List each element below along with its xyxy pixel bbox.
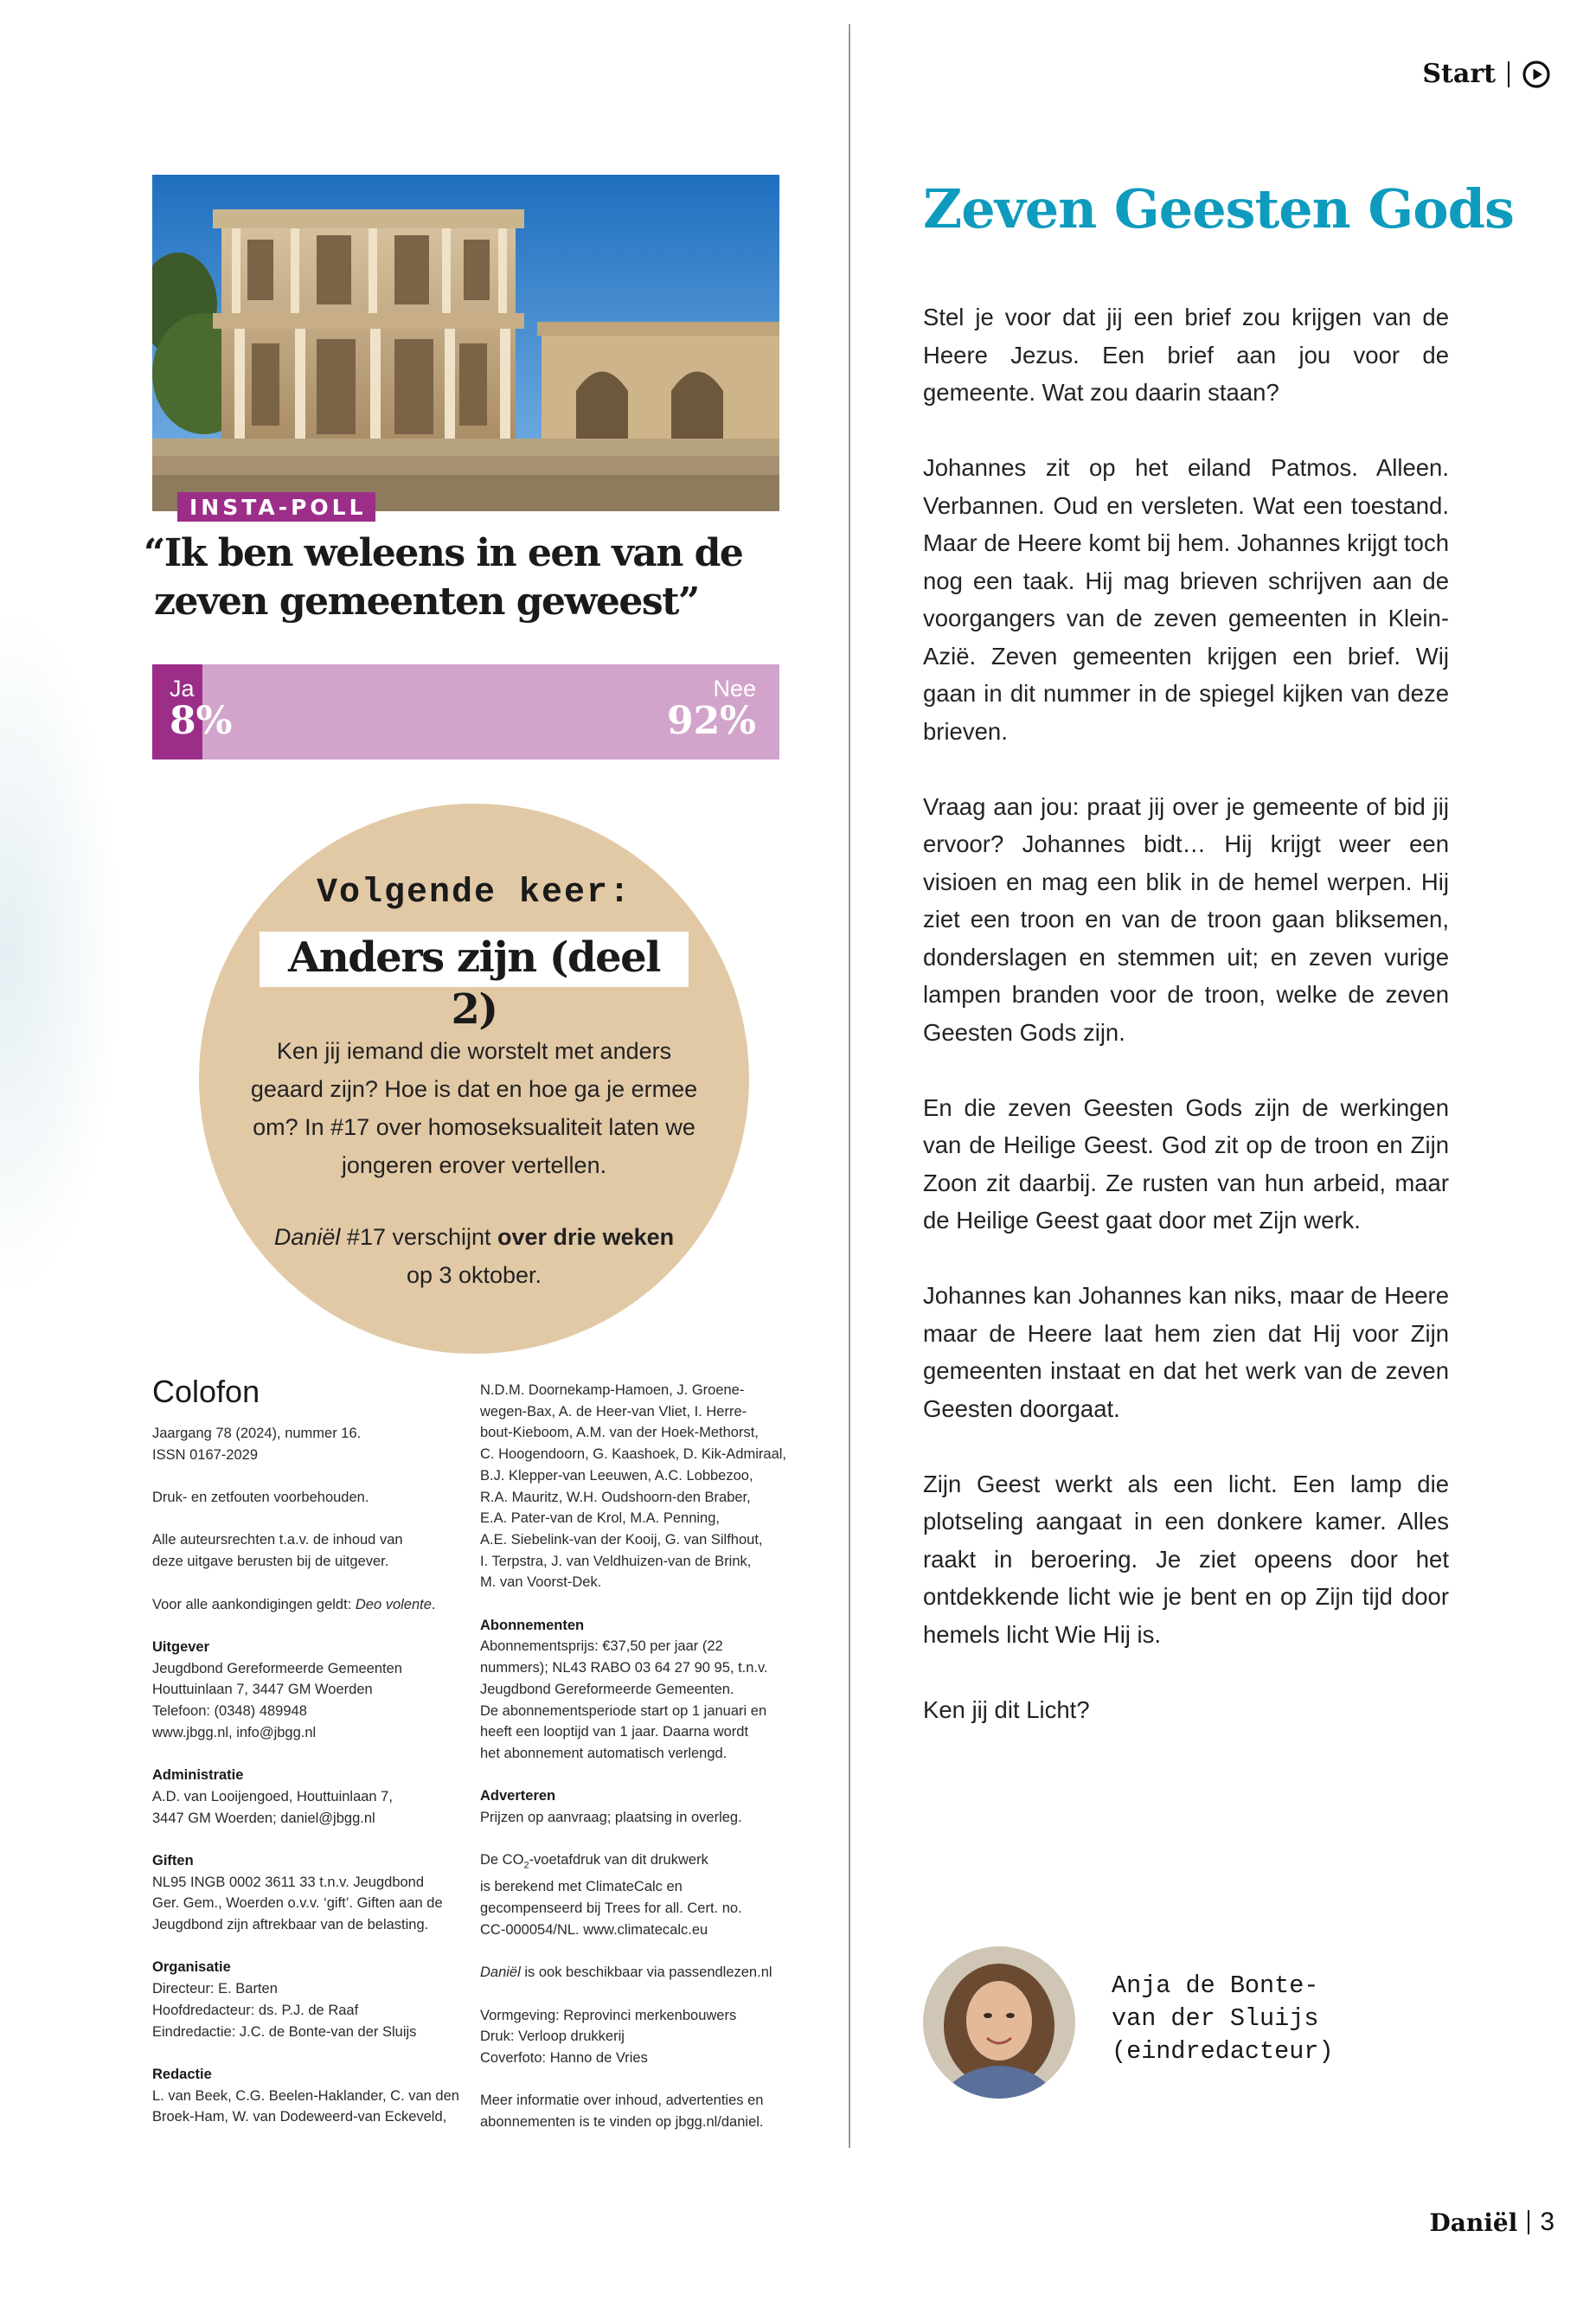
page-number: 3	[1540, 2208, 1554, 2236]
redactie-heading: Redactie	[152, 2066, 212, 2082]
co2-line: CC-000054/NL. www.climatecalc.eu	[480, 1921, 708, 1938]
colofon-productie	[480, 2005, 809, 2069]
play-circle-icon[interactable]	[1522, 60, 1551, 89]
administratie-line: 3447 GM Woerden; daniel@jbgg.nl	[152, 1810, 375, 1826]
colofon-co2	[480, 1849, 809, 1940]
insta-poll-tag: INSTA-POLL	[177, 492, 375, 522]
article-paragraph: Johannes kan Johannes kan niks, maar de Heere maar de Heere laat hem zien dat Hij voor Zijn gemeenten instaat en dat het werk van de zeven Geesten doorgaat.	[923, 1282, 1449, 1422]
colofon-organisatie	[152, 1957, 468, 2042]
co2-subscript: 2	[523, 1860, 529, 1871]
giften-line: Jeugdbond zijn aftrekbaar van de belasting.	[152, 1917, 429, 1933]
colofon-uitgever	[152, 1637, 468, 1744]
colofon-administratie	[152, 1765, 468, 1829]
article-paragraph: Johannes zit op het eiland Patmos. Alleen. Verbannen. Oud en versleten. Wat een toestand. Maar de Heere komt bij hem. Johannes krijgt toch nog een taak. Hij mag brieven schrijven aan de voorgangers van de zeven gemeenten in Klein-Azië. Zeven gemeenten krijgen een brief. Wij gaan in dit nummer in de spiegel kijken van deze brieven.	[923, 454, 1449, 745]
redactie-line: B.J. Klepper-van Leeuwen, A.C. Lobbezoo,	[480, 1467, 753, 1484]
next-issue-date-bold: over drie weken	[497, 1224, 675, 1250]
redactie-line: R.A. Mauritz, W.H. Oudshoorn-den Braber,	[480, 1489, 751, 1505]
abonnementen-line: De abonnementsperiode start op 1 januari en	[480, 1702, 767, 1719]
meer-line: Meer informatie over inhoud, advertenties en	[480, 2093, 764, 2109]
redactie-line: N.D.M. Doornekamp-Hamoen, J. Groene-	[480, 1382, 745, 1398]
poll-yes-label: Ja	[170, 676, 195, 702]
passend-italic: Daniël	[480, 1965, 521, 1981]
co2-line: is berekend met ClimateCalc en	[480, 1879, 683, 1895]
author-name	[1112, 1970, 1371, 2068]
page-footer	[1429, 2208, 1554, 2237]
author-name-line1: Anja de Bonte-	[1112, 1971, 1319, 2000]
voorbehoud-italic: Deo volente	[355, 1596, 432, 1612]
poll-no-label: Nee	[713, 676, 756, 702]
poll-question	[144, 529, 784, 626]
hero-photo	[152, 175, 779, 511]
co2-text-b: -voetafdruk van dit drukwerk	[529, 1852, 708, 1868]
poll-no-value: 92%	[666, 699, 756, 743]
co2-line: gecompenseerd bij Trees for all. Cert. no.	[480, 1900, 742, 1917]
passend-line	[480, 1962, 809, 1984]
article-paragraph: Zijn Geest werkt als een licht. Een lamp die plotseling aangaat in een donkere kamer. Alles raakt in beroering. Je ziet opeens door het ontdekkende licht wie je bent en op Zijn tijd door hemels licht Wie Hij is.	[923, 1470, 1449, 1648]
redactie-line: A.E. Siebelink-van der Kooij, G. van Silfhout,	[480, 1531, 763, 1548]
organisatie-line: Directeur: E. Barten	[152, 1981, 278, 1997]
colofon-voorbehoud	[152, 1594, 468, 1616]
article-title: Zeven Geesten Gods	[923, 177, 1514, 240]
column-divider	[849, 24, 850, 2148]
ruins-illustration	[152, 175, 779, 511]
meer-line: abonnementen is te vinden op jbgg.nl/daniel.	[480, 2114, 764, 2131]
colofon-rechten	[152, 1529, 468, 1572]
next-issue-title: Anders zijn (deel 2)	[260, 932, 689, 987]
jaargang-line: Jaargang 78 (2024), nummer 16.	[152, 1426, 362, 1441]
adverteren-heading: Adverteren	[480, 1788, 556, 1804]
adverteren-line: Prijzen op aanvraag; plaatsing in overleg.	[480, 1810, 742, 1826]
passend-text: is ook beschikbaar via passendlezen.nl	[520, 1965, 772, 1981]
author-role: (eindredacteur)	[1112, 2037, 1334, 2066]
colofon-redactie	[152, 2064, 468, 2128]
colofon-title: Colofon	[152, 1374, 260, 1409]
abonnementen-line: Abonnementsprijs: €37,50 per jaar (22	[480, 1638, 723, 1655]
next-issue-magazine: Daniël	[273, 1224, 341, 1250]
poll-question-line2: zeven gemeenten geweest”	[154, 580, 699, 624]
organisatie-heading: Organisatie	[152, 1959, 231, 1976]
giften-line: NL95 INGB 0002 3611 33 t.n.v. Jeugdbond	[152, 1874, 425, 1890]
voorbehoud-end: .	[431, 1596, 436, 1612]
issn-line: ISSN 0167-2029	[152, 1446, 259, 1463]
next-issue-kicker: Volgende keer:	[316, 874, 632, 913]
druk-line: Druk- en zetfouten voorbehouden.	[152, 1490, 369, 1506]
colofon-passend	[480, 1962, 809, 1984]
abonnementen-line: Jeugdbond Gereformeerde Gemeenten.	[480, 1681, 734, 1697]
next-issue-date-end: op 3 oktober.	[406, 1262, 542, 1288]
watercolor-wash	[0, 606, 121, 1298]
article-paragraph: En die zeven Geesten Gods zijn de werkingen van de Heilige Geest. God zit op de troon en Zijn Zoon zit daarbij. Ze rusten van hun arbeid, maar de Heilige Geest gaat door met Zijn werk.	[923, 1093, 1449, 1234]
abonnementen-line: heeft een looptijd van 1 jaar. Daarna wordt	[480, 1724, 749, 1740]
uitgever-line: Telefoon: (0348) 489948	[152, 1703, 307, 1720]
redactie-line: bout-Kieboom, A.M. van der Hoek-Methorst,	[480, 1425, 759, 1441]
organisatie-line: Hoofdredacteur: ds. P.J. de Raaf	[152, 2002, 359, 2018]
redactie-line: C. Hoogendoorn, G. Kaashoek, D. Kik-Admiraal,	[480, 1446, 787, 1463]
productie-line: Coverfoto: Hanno de Vries	[480, 2050, 648, 2067]
redactie-line: E.A. Pater-van de Krol, M.A. Penning,	[480, 1510, 720, 1527]
colofon-abonnementen	[480, 1615, 809, 1765]
redactie-line: I. Terpstra, J. van Veldhuizen-van de Brink,	[480, 1553, 752, 1569]
colofon-druk	[152, 1487, 468, 1509]
nav-separator	[1508, 61, 1509, 87]
giften-heading: Giften	[152, 1852, 194, 1868]
organisatie-line: Eindredactie: J.C. de Bonte-van der Sluijs	[152, 2023, 417, 2040]
uitgever-line: www.jbgg.nl, info@jbgg.nl	[152, 1724, 317, 1740]
administratie-line: A.D. van Looijengoed, Houttuinlaan 7,	[152, 1788, 393, 1804]
start-nav[interactable]	[1422, 59, 1551, 89]
uitgever-line: Jeugdbond Gereformeerde Gemeenten	[152, 1660, 402, 1676]
redactie-line: wegen-Bax, A. de Heer-van Vliet, I. Herre-	[480, 1403, 747, 1420]
co2-text-a: De CO	[480, 1852, 524, 1868]
uitgever-heading: Uitgever	[152, 1638, 210, 1655]
colofon-column-1	[152, 1423, 468, 2150]
redactie-line: L. van Beek, C.G. Beelen-Haklander, C. van den	[152, 2087, 459, 2104]
author-name-line2: van der Sluijs	[1112, 2004, 1319, 2033]
poll-question-line1: “Ik ben weleens in een van de	[144, 531, 743, 575]
redactie-line: Broek-Ham, W. van Dodeweerd-van Eckeveld,	[152, 2109, 447, 2125]
productie-line: Vormgeving: Reprovinci merkenbouwers	[480, 2007, 737, 2023]
start-label[interactable]: Start	[1422, 59, 1496, 89]
colofon-adverteren	[480, 1785, 809, 1828]
colofon-giften	[152, 1850, 468, 1936]
footer-separator	[1528, 2210, 1529, 2234]
co2-line1	[480, 1849, 809, 1876]
article-paragraph: Ken jij dit Licht?	[923, 1695, 1090, 1723]
abonnementen-heading: Abonnementen	[480, 1617, 585, 1633]
colofon-meer	[480, 2090, 809, 2132]
next-issue-date	[260, 1218, 689, 1294]
giften-line: Ger. Gem., Woerden o.v.v. ‘gift’. Giften aan de	[152, 1895, 443, 1912]
footer-magazine: Daniël	[1429, 2208, 1518, 2237]
article-body	[923, 298, 1449, 1766]
article-paragraph: Stel je voor dat jij een brief zou krijgen van de Heere Jezus. Een brief aan jou voor de gemeente. Wat zou daarin staan?	[923, 304, 1449, 406]
poll-yes-value: 8%	[170, 699, 233, 743]
rechten-line1: Alle auteursrechten t.a.v. de inhoud van	[152, 1532, 403, 1548]
productie-line: Druk: Verloop drukkerij	[480, 2029, 625, 2045]
voorbehoud-line	[152, 1594, 468, 1616]
colofon-jaargang	[152, 1423, 468, 1465]
colofon-column-2	[480, 1380, 809, 2155]
abonnementen-line: het abonnement automatisch verlengd.	[480, 1745, 727, 1761]
next-issue-body: Ken jij iemand die worstelt met anders geaard zijn? Hoe is dat en hoe ga je ermee om? In #17 over homoseksualiteit laten we jongeren erover vertellen.	[250, 1038, 698, 1178]
uitgever-line: Houttuinlaan 7, 3447 GM Woerden	[152, 1682, 373, 1698]
colofon-redactie-cont	[480, 1380, 809, 1593]
voorbehoud-text: Voor alle aankondigingen geldt:	[152, 1596, 356, 1612]
next-issue-date-text: #17 verschijnt	[340, 1224, 498, 1250]
author-avatar	[923, 1946, 1075, 2099]
administratie-heading: Administratie	[152, 1767, 244, 1784]
rechten-line2: deze uitgave berusten bij de uitgever.	[152, 1554, 389, 1570]
author-portrait	[923, 1946, 1075, 2099]
abonnementen-line: nummers); NL43 RABO 03 64 27 90 95, t.n.v.	[480, 1660, 768, 1676]
article-paragraph: Vraag aan jou: praat jij over je gemeente of bid jij ervoor? Johannes bidt… Hij krijgt weer een visioen en mag een blik in de hemel werpen. Hij ziet een troon en van de troon gaan bliksemen, donderslagen en stemmen uit; en zeven vurige lampen branden voor de troon, welke de zeven Geesten Gods zijn.	[923, 792, 1449, 1046]
redactie-line: M. van Voorst-Dek.	[480, 1574, 602, 1591]
